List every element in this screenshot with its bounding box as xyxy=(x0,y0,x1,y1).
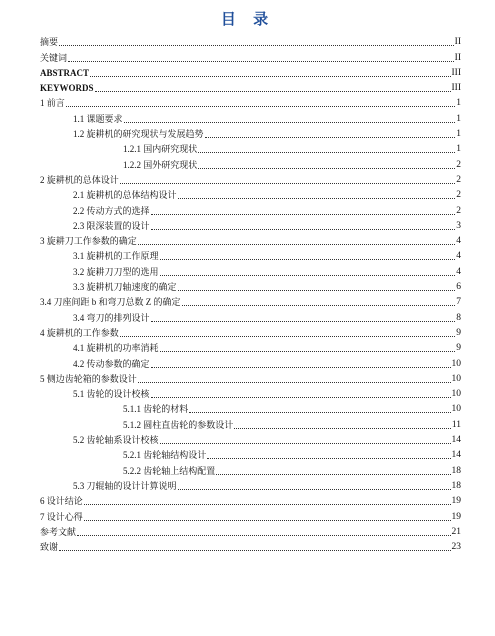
toc-entry-label: ABSTRACT xyxy=(40,67,90,78)
dot-leader xyxy=(151,397,451,398)
toc-entry-page-number: 9 xyxy=(456,343,461,354)
toc-entry-page-number: 1 xyxy=(456,129,461,140)
dot-leader xyxy=(160,259,456,260)
toc-entry-label: 5.1 齿轮的设计校核 xyxy=(73,389,150,400)
dot-leader xyxy=(66,106,455,107)
toc-entry[interactable] xyxy=(40,446,461,461)
dot-leader xyxy=(216,474,450,475)
dot-leader xyxy=(138,382,451,383)
toc-entry[interactable] xyxy=(40,507,461,522)
toc-entry-label: 1.2.2 国外研究现状 xyxy=(123,159,198,170)
toc-entry-page-number: 14 xyxy=(451,450,461,461)
toc-entry-page-number: III xyxy=(451,67,461,78)
toc-title: 目 录 xyxy=(220,10,275,28)
toc-entry-label: 参考文献 xyxy=(40,526,77,537)
toc-entry-label: 5 侧边齿轮箱的参数设计 xyxy=(40,373,137,384)
toc-entry-label: 4 旋耕机的工作参数 xyxy=(40,327,119,338)
dot-leader xyxy=(84,520,451,521)
dot-leader xyxy=(138,244,455,245)
dot-leader xyxy=(124,122,456,123)
toc-entry[interactable] xyxy=(40,370,461,385)
toc-entry-label: 3.2 旋耕刀刀型的选用 xyxy=(73,266,159,277)
toc-entry[interactable] xyxy=(40,523,461,538)
toc-entry-label: 3.3 旋耕机刀轴速度的确定 xyxy=(73,282,177,293)
toc-entry-label: 7 设计心得 xyxy=(40,511,83,522)
toc-entry-label: 3.4 弯刀的排列设计 xyxy=(73,312,150,323)
toc-entry-label: 3.4 刀座间距 b 和弯刀总数 Z 的确定 xyxy=(40,297,181,308)
table-of-contents xyxy=(40,33,461,553)
toc-entry-label: 1.2.1 国内研究现状 xyxy=(123,144,198,155)
dot-leader xyxy=(151,367,451,368)
toc-entry-label: 4.2 传动参数的确定 xyxy=(73,358,150,369)
toc-entry[interactable] xyxy=(40,155,461,170)
toc-entry-label: 2 旋耕机的总体设计 xyxy=(40,174,119,185)
toc-entry-label: 5.2 齿轮轴系设计校核 xyxy=(73,435,159,446)
toc-entry-label: 5.1.2 圆柱直齿轮的参数设计 xyxy=(123,419,234,430)
toc-entry[interactable] xyxy=(40,431,461,446)
toc-entry-label: 2.2 传动方式的选择 xyxy=(73,205,150,216)
toc-entry-page-number: II xyxy=(454,52,461,63)
dot-leader xyxy=(120,183,455,184)
toc-entry-page-number: 1 xyxy=(456,144,461,155)
toc-entry-label: 2.3 限深装置的设计 xyxy=(73,220,150,231)
dot-leader xyxy=(205,137,456,138)
dot-leader xyxy=(151,229,456,230)
toc-entry[interactable] xyxy=(40,538,461,553)
toc-entry-label: 1.1 课题要求 xyxy=(73,113,123,124)
dot-leader xyxy=(189,412,450,413)
toc-entry[interactable] xyxy=(40,461,461,476)
toc-entry-label: 5.2.2 齿轮轴上结构配置 xyxy=(123,465,216,476)
toc-entry-label: 5.1.1 齿轮的材料 xyxy=(123,404,189,415)
toc-entry[interactable] xyxy=(40,171,461,186)
dot-leader xyxy=(234,428,451,429)
toc-entry[interactable] xyxy=(40,477,461,492)
toc-entry[interactable] xyxy=(40,109,461,124)
dot-leader xyxy=(59,45,454,46)
toc-entry-page-number: 10 xyxy=(451,358,461,369)
toc-entry[interactable] xyxy=(40,64,461,79)
toc-entry-page-number: 4 xyxy=(456,251,461,262)
toc-entry-page-number: 1 xyxy=(456,113,461,124)
toc-entry[interactable] xyxy=(40,79,461,94)
toc-entry-page-number: 2 xyxy=(456,159,461,170)
toc-entry[interactable] xyxy=(40,201,461,216)
toc-entry-page-number: 2 xyxy=(456,205,461,216)
toc-entry[interactable] xyxy=(40,400,461,415)
dot-leader xyxy=(178,290,456,291)
dot-leader xyxy=(84,504,451,505)
toc-entry-page-number: 23 xyxy=(451,542,461,553)
toc-entry-page-number: 1 xyxy=(456,98,461,109)
dot-leader xyxy=(198,168,455,169)
toc-entry[interactable] xyxy=(40,217,461,232)
toc-entry-page-number: 4 xyxy=(456,266,461,277)
toc-entry[interactable] xyxy=(40,492,461,507)
toc-entry[interactable] xyxy=(40,278,461,293)
toc-entry-page-number: 18 xyxy=(451,465,461,476)
toc-entry-label: 关键词 xyxy=(40,52,68,63)
toc-entry-page-number: 4 xyxy=(456,236,461,247)
toc-entry-label: 3.1 旋耕机的工作原理 xyxy=(73,251,159,262)
toc-entry-page-number: 2 xyxy=(456,174,461,185)
toc-entry-page-number: 19 xyxy=(451,496,461,507)
dot-leader xyxy=(59,550,450,551)
dot-leader xyxy=(120,336,455,337)
toc-entry[interactable] xyxy=(40,33,461,48)
dot-leader xyxy=(198,152,455,153)
toc-entry-label: 1.2 旋耕机的研究现状与发展趋势 xyxy=(73,129,204,140)
dot-leader xyxy=(182,305,456,306)
toc-entry-label: 5.2.1 齿轮轴结构设计 xyxy=(123,450,207,461)
toc-entry-page-number: 7 xyxy=(456,297,461,308)
toc-entry[interactable] xyxy=(40,339,461,354)
dot-leader xyxy=(178,198,456,199)
toc-entry-page-number: 11 xyxy=(451,419,461,430)
toc-entry-label: 4.1 旋耕机的功率消耗 xyxy=(73,343,159,354)
toc-entry-page-number: 21 xyxy=(451,526,461,537)
toc-entry-page-number: 9 xyxy=(456,327,461,338)
toc-entry-label: 6 设计结论 xyxy=(40,496,83,507)
toc-entry-page-number: III xyxy=(451,83,461,94)
toc-entry-page-number: 10 xyxy=(451,404,461,415)
toc-entry[interactable] xyxy=(40,308,461,323)
toc-entry[interactable] xyxy=(40,293,461,308)
toc-entry[interactable] xyxy=(40,140,461,155)
dot-leader xyxy=(68,61,454,62)
toc-entry-page-number: 6 xyxy=(456,282,461,293)
toc-entry[interactable] xyxy=(40,125,461,140)
dot-leader xyxy=(95,91,451,92)
toc-entry[interactable] xyxy=(40,186,461,201)
toc-entry[interactable] xyxy=(40,247,461,262)
dot-leader xyxy=(160,443,451,444)
toc-entry[interactable] xyxy=(40,262,461,277)
toc-entry[interactable] xyxy=(40,324,461,339)
toc-entry-page-number: 10 xyxy=(451,389,461,400)
toc-entry[interactable] xyxy=(40,232,461,247)
dot-leader xyxy=(207,458,450,459)
dot-leader xyxy=(151,214,456,215)
toc-entry-label: 1 前言 xyxy=(40,98,65,109)
toc-entry-label: 摘要 xyxy=(40,37,59,48)
toc-entry-page-number: 8 xyxy=(456,312,461,323)
toc-entry-page-number: 2 xyxy=(456,190,461,201)
toc-entry-label: 5.3 刀辊轴的设计计算说明 xyxy=(73,480,177,491)
dot-leader xyxy=(90,76,450,77)
toc-entry-page-number: 18 xyxy=(451,480,461,491)
toc-entry[interactable] xyxy=(40,94,461,109)
toc-entry-page-number: 19 xyxy=(451,511,461,522)
toc-entry[interactable] xyxy=(40,48,461,63)
dot-leader xyxy=(160,351,456,352)
toc-entry-page-number: 10 xyxy=(451,373,461,384)
dot-leader xyxy=(151,321,456,322)
toc-entry-label: 3 旋耕刀工作参数的确定 xyxy=(40,236,137,247)
dot-leader xyxy=(160,275,456,276)
dot-leader xyxy=(178,489,451,490)
dot-leader xyxy=(77,535,450,536)
toc-entry-page-number: 14 xyxy=(451,435,461,446)
toc-entry[interactable] xyxy=(40,415,461,430)
toc-entry-page-number: 3 xyxy=(456,220,461,231)
toc-entry[interactable] xyxy=(40,385,461,400)
toc-entry[interactable] xyxy=(40,354,461,369)
toc-entry-label: 致谢 xyxy=(40,542,59,553)
toc-entry-page-number: II xyxy=(454,37,461,48)
toc-entry-label: KEYWORDS xyxy=(40,83,94,94)
toc-entry-label: 2.1 旋耕机的总体结构设计 xyxy=(73,190,177,201)
